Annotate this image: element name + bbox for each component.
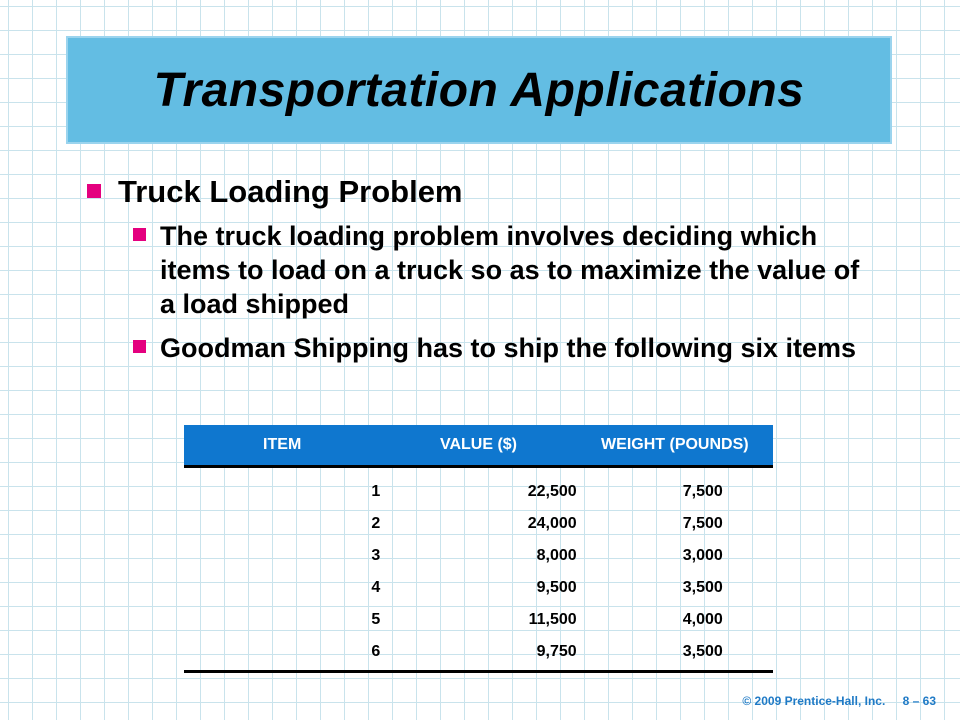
- copyright-text: © 2009 Prentice-Hall, Inc.: [742, 694, 886, 708]
- bullet-square-icon: [133, 340, 146, 353]
- items-table-container: [184, 425, 773, 673]
- sub-bullet-1: The truck loading problem involves deciding which items to load on a truck so as to maximize the value of a load shipped: [160, 221, 860, 319]
- bullet-square-icon: [87, 184, 101, 198]
- cell-value: 9,750: [536, 643, 577, 660]
- cell-value: 11,500: [528, 611, 577, 628]
- sub-bullet-2: Goodman Shipping has to ship the following six items: [160, 333, 857, 363]
- bullet-heading: Truck Loading Problem: [118, 174, 463, 209]
- table-row: [184, 636, 773, 672]
- cell-value: 8,000: [536, 547, 577, 564]
- header-weight: WEIGHT (POUNDS): [577, 425, 773, 467]
- cell-value: 22,500: [527, 483, 577, 500]
- cell-value: 9,500: [536, 579, 577, 596]
- table-header-row: [184, 425, 773, 467]
- cell-weight: 7,500: [682, 483, 723, 500]
- header-value: VALUE ($): [380, 425, 576, 467]
- cell-weight: 7,500: [682, 515, 723, 532]
- cell-item: 5: [371, 611, 381, 628]
- cell-weight: 3,500: [682, 579, 723, 596]
- table-row: [184, 604, 773, 636]
- table-row: [184, 572, 773, 604]
- items-table: [184, 425, 773, 673]
- cell-weight: 3,000: [682, 547, 723, 564]
- slide-footer: [728, 694, 936, 708]
- table-row: [184, 467, 773, 509]
- title-banner: [66, 36, 892, 144]
- cell-item: 6: [371, 643, 381, 660]
- cell-weight: 3,500: [682, 643, 723, 660]
- slide-number: 8 – 63: [902, 694, 936, 708]
- cell-weight: 4,000: [682, 611, 723, 628]
- table-row: [184, 540, 773, 572]
- cell-value: 24,000: [527, 515, 577, 532]
- table-row: [184, 508, 773, 540]
- header-item: ITEM: [184, 425, 380, 467]
- slide-title: Transportation Applications: [153, 63, 805, 117]
- cell-item: 4: [371, 579, 381, 596]
- bullet-square-icon: [133, 228, 146, 241]
- cell-item: 3: [371, 547, 381, 564]
- cell-item: 1: [371, 483, 381, 500]
- cell-item: 2: [371, 515, 381, 532]
